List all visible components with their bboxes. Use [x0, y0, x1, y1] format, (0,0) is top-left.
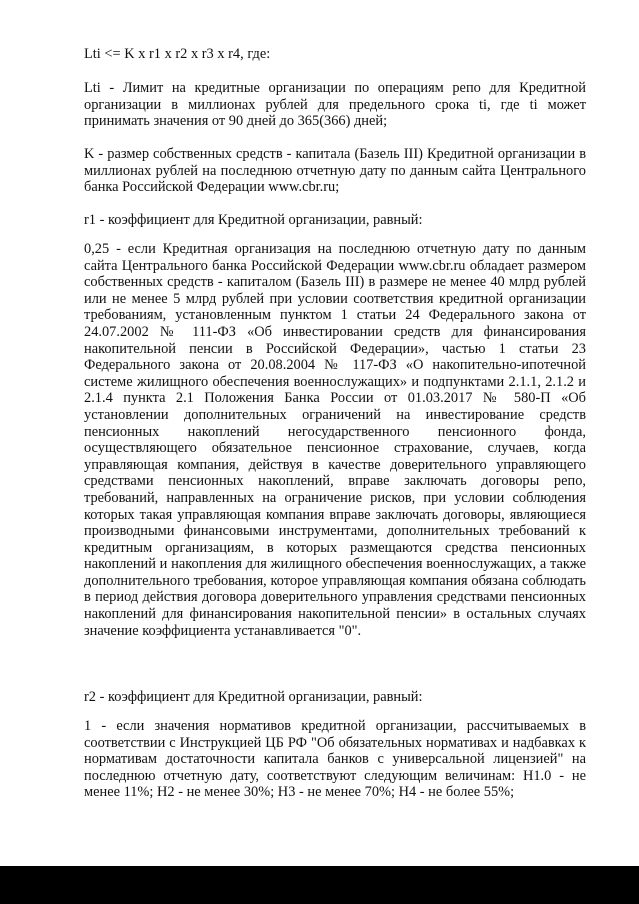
paragraph-r1-heading: r1 - коэффициент для Кредитной организации, равный:	[84, 212, 423, 228]
paragraph-r2-condition: 1 - если значения нормативов кредитной организации, рассчитываемых в соответствии с Инструкцией ЦБ РФ "Об обязательных нормативах и надбавках к нормативам достаточности капитала банков с универсальной лицензией" на последнюю отчетную дату, соответствуют следующим величинам: Н1.0 - не менее 11%; Н2 - не менее 30%; Н3 - не менее 70%; Н4 - не более 55%;	[84, 718, 586, 801]
paragraph-lti-definition: Lti - Лимит на кредитные организации по операциям репо для Кредитной организации в миллионах рублей для предельного срока ti, где ti может принимать значения от 90 дней до 365(366) дней;	[84, 80, 586, 130]
paragraph-r2-heading: r2 - коэффициент для Кредитной организации, равный:	[84, 689, 423, 705]
paragraph-k-definition: K - размер собственных средств - капитала (Базель III) Кредитной организации в миллионах рублей на последнюю отчетную дату по данным сайта Центрального банка Российской Федерации www.cbr.ru;	[84, 146, 586, 196]
paragraph-r1-condition: 0,25 - если Кредитная организация на последнюю отчетную дату по данным сайта Центрального банка Российской Федерации www.cbr.ru обладает размером собственных средств - капиталом (Базель III) в размере не менее 40 млрд рублей или не менее 5 млрд рублей при условии соответствия кредитной организации требованиям, установленным пунктом 1 статьи 24 Федерального закона от 24.07.2002 № 111-ФЗ «Об инвестировании средств для финансирования накопительной пенсии в Российской Федерации», частью 1 статьи 23 Федерального закона от 20.08.2004 № 117-ФЗ «О накопительно-ипотечной системе жилищного обеспечения военнослужащих» и подпунктами 2.1.1, 2.1.2 и 2.1.4 пункта 2.1 Положения Банка России от 01.03.2017 № 580-П «Об установлении дополнительных ограничений на инвестирование средств пенсионных накоплений негосударственного пенсионного фонда, осуществляющего обязательное пенсионное страхование, случаев, когда управляющая компания, действуя в качестве доверительного управляющего средствами пенсионных накоплений, вправе заключать договоры репо, требований, направленных на ограничение рисков, при условии соблюдения которых такая управляющая компания вправе заключать договоры, являющиеся производными финансовыми инструментами, дополнительных требований к кредитным организациям, в которых размещаются средства пенсионных накоплений и накопления для жилищного обеспечения военнослужащих, а также дополнительного требования, которое управляющая компания обязана соблюдать в период действия договора доверительного управления средствами пенсионных накоплений для финансирования накопительной пенсии» в остальных случаях значение коэффициента устанавливается "0".	[84, 241, 586, 639]
scan-bottom-edge	[0, 866, 639, 904]
formula-line: Lti <= K x r1 x r2 x r3 x r4, где:	[84, 46, 271, 62]
